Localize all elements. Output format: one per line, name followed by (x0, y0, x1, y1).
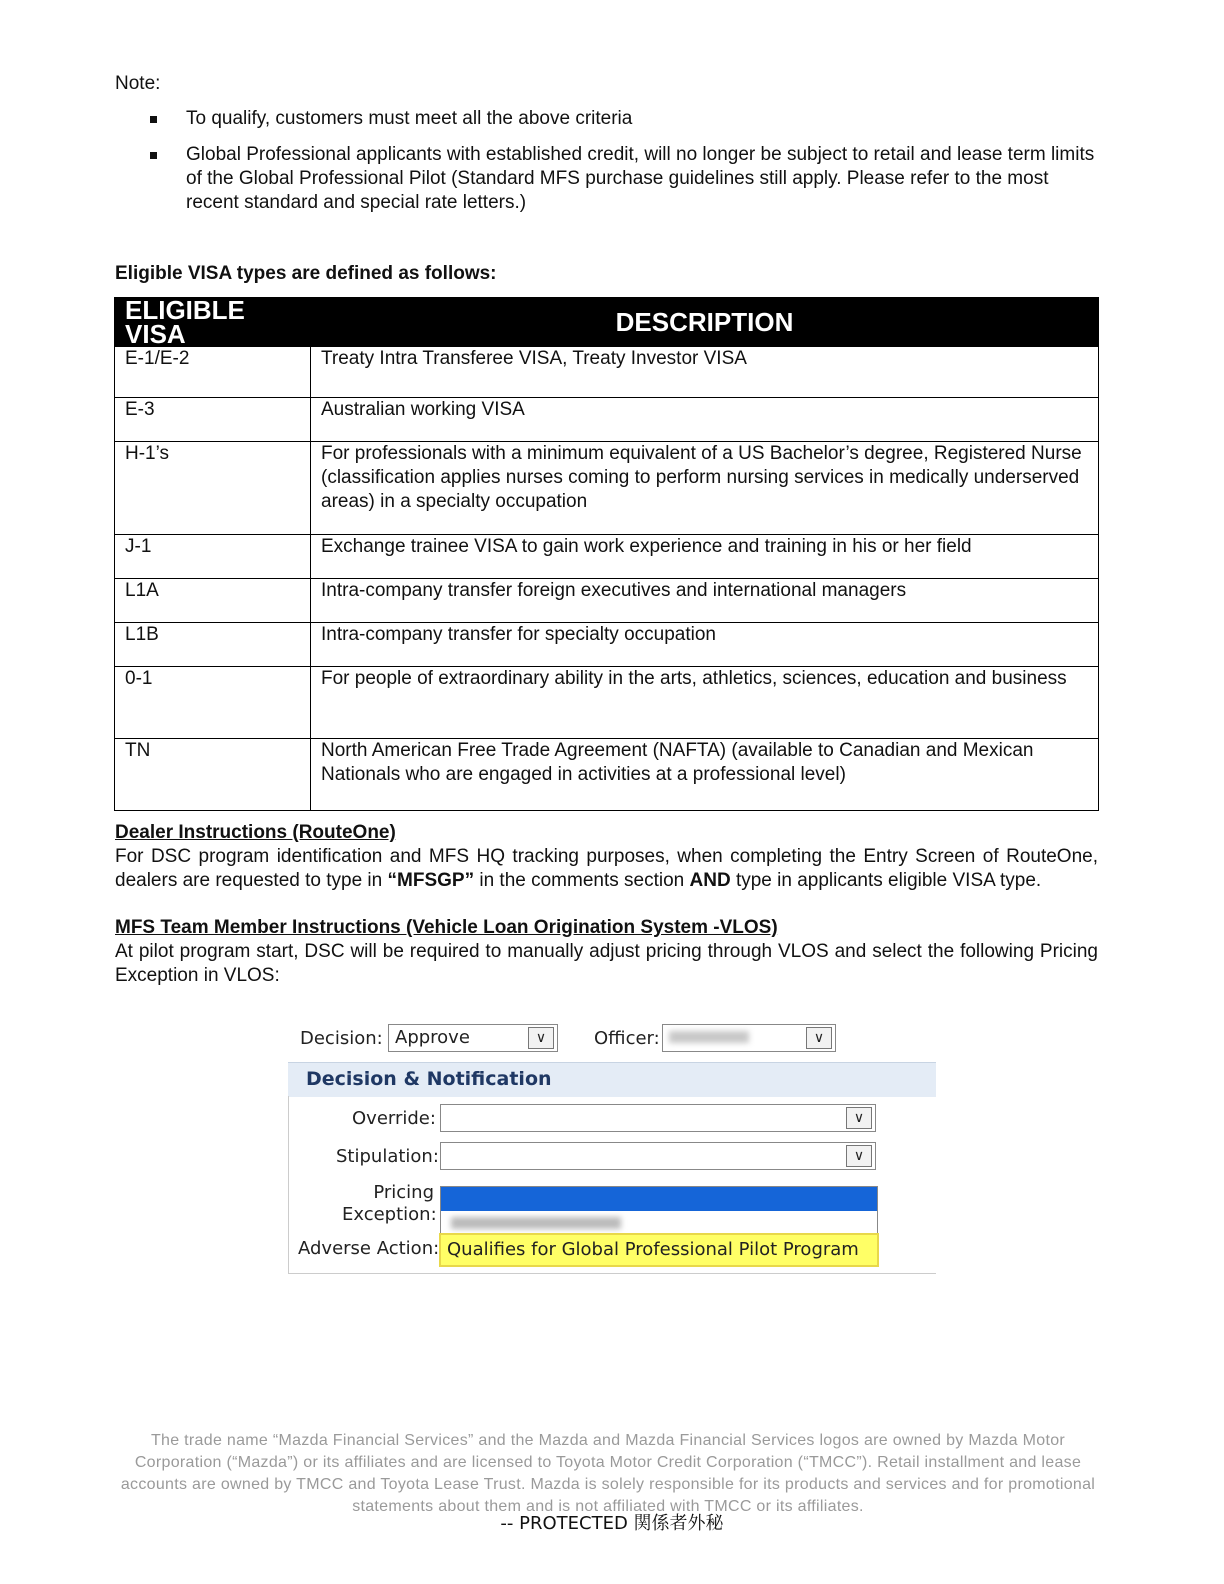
visa-desc-cell: Intra-company transfer foreign executives and international managers (311, 579, 1099, 623)
adverse-action-label: Adverse Action: (298, 1238, 440, 1259)
section-title: Decision & Notification (306, 1068, 552, 1090)
visa-code-cell: TN (115, 739, 311, 811)
qualifies-gpp-option[interactable]: Qualifies for Global Professional Pilot Program (441, 1235, 877, 1265)
frame-border (288, 1273, 936, 1274)
table-row (115, 535, 1099, 579)
chevron-down-icon[interactable]: ∨ (806, 1027, 832, 1049)
chevron-down-icon[interactable]: ∨ (846, 1145, 872, 1167)
visa-desc-cell: For professionals with a minimum equivalent of a US Bachelor’s degree, Registered Nurse (classification applies nurses coming to perform nursing services in medically underserved areas) in a specialty occupation (311, 442, 1099, 535)
table-row (115, 579, 1099, 623)
dealer-text-1: For DSC program identification and MFS HQ tracking purposes, when completing the Entry Screen of RouteOne, dealers are requested to type in (115, 846, 1098, 891)
chevron-down-icon[interactable]: ∨ (528, 1027, 554, 1049)
visa-desc-cell: North American Free Trade Agreement (NAFTA) (available to Canadian and Mexican Nationals who are engaged in activities at a professional level) (311, 739, 1099, 811)
visa-desc-cell: For people of extraordinary ability in the arts, athletics, sciences, education and business (311, 667, 1099, 739)
table-row (115, 623, 1099, 667)
decision-select[interactable] (388, 1024, 558, 1052)
dealer-text-2: in the comments section (474, 870, 690, 891)
note-label: Note: (115, 73, 161, 94)
visa-table (114, 297, 1099, 811)
chevron-down-icon[interactable]: ∨ (846, 1107, 872, 1129)
redacted-officer-value (669, 1031, 749, 1043)
pricing-exception-label-line2: Exception: (342, 1204, 437, 1225)
table-row (115, 739, 1099, 811)
legal-footer: The trade name “Mazda Financial Services” and the Mazda and Mazda Financial Services logos are owned by Mazda Motor Corporation (“Mazda”) or its affiliates and are licensed to Toyota Motor Credit Corporation (“TMCC”). Retail installment and lease accounts are owned by TMCC and Toyota Lease Trust. Mazda is solely responsible for its products and services and for promotional statements about them and is not affiliated with TMCC or its affiliates. (120, 1432, 1096, 1515)
note-bullet-list (150, 107, 1100, 227)
visa-col-header: ELIGIBLE VISA (115, 298, 311, 347)
table-row (115, 398, 1099, 442)
note-bullet (150, 143, 1100, 215)
dealer-and: AND (689, 870, 731, 891)
dealer-instructions-title: Dealer Instructions (RouteOne) (115, 822, 396, 843)
dealer-instructions-body (115, 845, 1098, 893)
dealer-code: “MFSGP” (387, 870, 475, 891)
team-instructions-title: MFS Team Member Instructions (Vehicle Loan Origination System -VLOS) (115, 917, 778, 938)
note-bullet-text: Global Professional applicants with established credit, will no longer be subject to retail and lease term limits of the Global Professional Pilot (Standard MFS purchase guidelines still apply. Please refer to the most recent standard and special rate letters.) (186, 144, 1095, 213)
decision-value: Approve (395, 1027, 470, 1048)
protected-stamp: -- PROTECTED 関係者外秘 (500, 1513, 724, 1534)
note-bullet (150, 107, 1100, 131)
description-col-header: DESCRIPTION (311, 298, 1099, 347)
bullet-square-icon (150, 116, 157, 123)
pricing-exception-listbox[interactable] (440, 1186, 878, 1266)
visa-intro-heading: Eligible VISA types are defined as follows: (115, 263, 497, 284)
bullet-square-icon (150, 152, 157, 159)
override-select[interactable] (440, 1104, 876, 1132)
visa-code-cell: L1A (115, 579, 311, 623)
vlos-form-screenshot (288, 1020, 938, 1276)
stipulation-label: Stipulation: (336, 1146, 439, 1167)
visa-code-cell: 0-1 (115, 667, 311, 739)
selected-option[interactable] (441, 1187, 877, 1211)
visa-code-cell: H-1’s (115, 442, 311, 535)
visa-desc-cell: Intra-company transfer for specialty occupation (311, 623, 1099, 667)
decision-notification-header (288, 1062, 936, 1097)
redacted-option[interactable] (451, 1217, 621, 1229)
table-row (115, 667, 1099, 739)
decision-label: Decision: (300, 1028, 383, 1049)
visa-code-cell: J-1 (115, 535, 311, 579)
visa-code-cell: E-3 (115, 398, 311, 442)
note-bullet-text: To qualify, customers must meet all the above criteria (186, 108, 633, 129)
table-row (115, 442, 1099, 535)
visa-code-cell: E-1/E-2 (115, 347, 311, 398)
visa-table-header-row (115, 298, 1099, 347)
table-row (115, 347, 1099, 398)
dealer-text-3: type in applicants eligible VISA type. (730, 870, 1042, 891)
pricing-exception-label-line1: Pricing (373, 1182, 434, 1203)
override-label: Override: (352, 1108, 436, 1129)
officer-select[interactable] (662, 1024, 836, 1052)
visa-desc-cell: Treaty Intra Transferee VISA, Treaty Investor VISA (311, 347, 1099, 398)
team-instructions-body: At pilot program start, DSC will be required to manually adjust pricing through VLOS and select the following Pricing Exception in VLOS: (115, 941, 1098, 986)
frame-border (288, 1096, 289, 1274)
officer-label: Officer: (594, 1028, 660, 1049)
stipulation-select[interactable] (440, 1142, 876, 1170)
visa-code-cell: L1B (115, 623, 311, 667)
visa-desc-cell: Exchange trainee VISA to gain work experience and training in his or her field (311, 535, 1099, 579)
visa-desc-cell: Australian working VISA (311, 398, 1099, 442)
